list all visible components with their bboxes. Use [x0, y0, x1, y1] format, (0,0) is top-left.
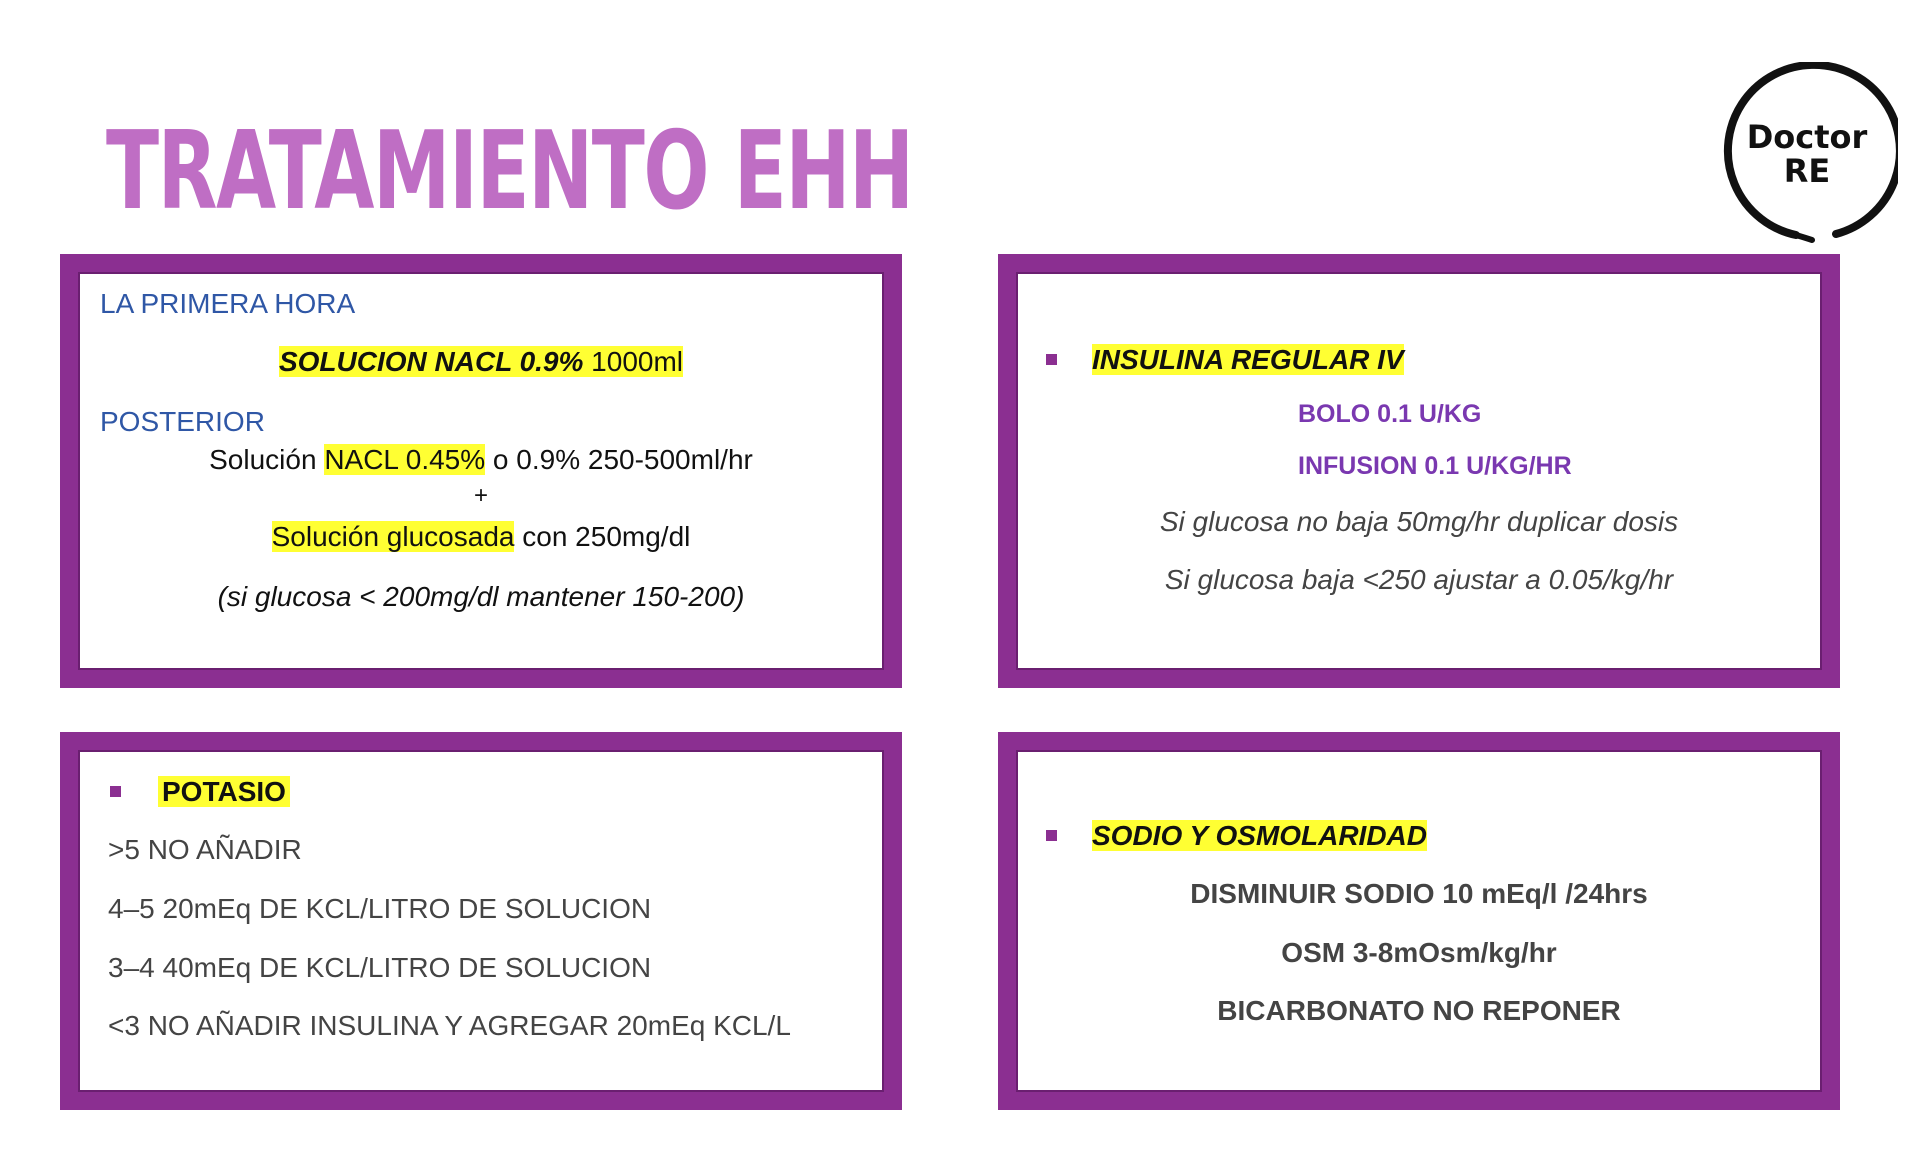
- glucose-solution-suffix: con 250mg/dl: [514, 521, 691, 552]
- glucose-maintenance-note: (si glucosa < 200mg/dl mantener 150-200): [217, 581, 745, 612]
- bullet-icon: [110, 786, 121, 797]
- sodium-heading-highlight: SODIO Y OSMOLARIDAD: [1092, 820, 1428, 851]
- fluids-panel-body: [78, 272, 884, 670]
- posterior-heading: POSTERIOR: [100, 406, 265, 437]
- page-title: TRATAMIENTO EHH: [106, 109, 913, 234]
- first-hour-heading: LA PRIMERA HORA: [100, 288, 356, 319]
- insulin-note-2: Si glucosa baja <250 ajustar a 0.05/kg/hr: [1164, 564, 1674, 595]
- bolo-dose: BOLO 0.1 U/KG: [1298, 400, 1482, 428]
- fluids-panel: [60, 254, 902, 688]
- plus-sign: +: [473, 482, 488, 509]
- first-hour-dose: [80, 344, 882, 380]
- insulin-note-1: Si glucosa no baja 50mg/hr duplicar dosis: [1159, 506, 1679, 537]
- potassium-rule-2: 4–5 20mEq DE KCL/LITRO DE SOLUCION: [108, 893, 652, 924]
- sodium-rule-1: DISMINUIR SODIO 10 mEq/l /24hrs: [1190, 878, 1648, 909]
- potassium-panel-body: [78, 750, 884, 1092]
- potassium-rule-4: <3 NO AÑADIR INSULINA Y AGREGAR 20mEq KCL/L: [108, 1010, 791, 1041]
- potassium-panel: [60, 732, 902, 1110]
- logo-line-2: RE: [1783, 152, 1831, 190]
- bullet-icon: [1046, 354, 1057, 365]
- potassium-heading: [158, 774, 290, 810]
- bullet-icon: [1046, 830, 1057, 841]
- insulin-panel-body: [1016, 272, 1822, 670]
- insulin-heading: [1092, 342, 1404, 378]
- sodium-heading: [1092, 818, 1427, 854]
- potassium-rule-1: >5 NO AÑADIR: [108, 834, 302, 865]
- potassium-heading-highlight: POTASIO: [158, 776, 290, 807]
- sodium-osmolarity-panel: [998, 732, 1840, 1110]
- nacl-09-highlight: SOLUCION NACL 0.9%: [278, 346, 584, 377]
- doctor-re-logo: [1716, 62, 1898, 244]
- sodium-rule-3: BICARBONATO NO REPONER: [1217, 995, 1621, 1026]
- insulin-heading-highlight: INSULINA REGULAR IV: [1092, 344, 1404, 375]
- logo-line-1: Doctor: [1746, 118, 1868, 156]
- posterior-dose: [80, 442, 882, 478]
- sodium-osmolarity-panel-body: [1016, 750, 1822, 1092]
- glucose-solution-line: [80, 519, 882, 555]
- infusion-dose: INFUSION 0.1 U/KG/HR: [1298, 452, 1572, 480]
- insulin-panel: [998, 254, 1840, 688]
- logo-text: [1716, 120, 1898, 188]
- potassium-rule-3: 3–4 40mEq DE KCL/LITRO DE SOLUCION: [108, 952, 652, 983]
- glucose-solution-highlight: Solución glucosada: [271, 521, 515, 552]
- sodium-rule-2: OSM 3-8mOsm/kg/hr: [1281, 937, 1557, 968]
- posterior-dose-prefix: Solución: [209, 444, 325, 475]
- posterior-dose-suffix: o 0.9% 250-500ml/hr: [485, 444, 753, 475]
- nacl-045-highlight: NACL 0.45%: [324, 444, 486, 475]
- nacl-09-volume: 1000ml: [583, 346, 684, 377]
